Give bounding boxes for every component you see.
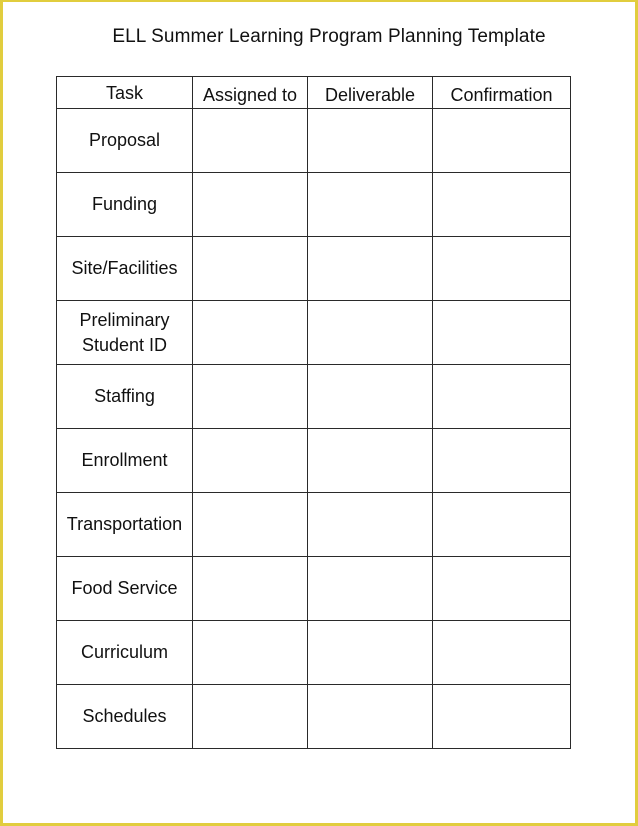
deliverable-cell[interactable]: [308, 685, 433, 749]
table-row: [57, 301, 571, 365]
confirmation-cell[interactable]: [433, 109, 571, 173]
table-row: [57, 109, 571, 173]
assigned-to-cell[interactable]: [193, 557, 308, 621]
assigned-to-cell[interactable]: [193, 237, 308, 301]
document-title: ELL Summer Learning Program Planning Template: [112, 26, 546, 47]
deliverable-cell[interactable]: [308, 493, 433, 557]
confirmation-cell[interactable]: [433, 365, 571, 429]
column-header-assigned-to: Assigned to: [193, 77, 308, 109]
column-header-deliverable: Deliverable: [308, 77, 433, 109]
confirmation-cell[interactable]: [433, 173, 571, 237]
assigned-to-cell[interactable]: [193, 685, 308, 749]
planning-table: [56, 76, 571, 749]
deliverable-cell[interactable]: [308, 429, 433, 493]
deliverable-cell[interactable]: [308, 621, 433, 685]
confirmation-cell[interactable]: [433, 493, 571, 557]
column-header-confirmation: Confirmation: [433, 77, 571, 109]
task-cell: Funding: [57, 173, 193, 237]
assigned-to-cell[interactable]: [193, 365, 308, 429]
table-row: [57, 173, 571, 237]
table-row: [57, 429, 571, 493]
confirmation-cell[interactable]: [433, 429, 571, 493]
task-cell: Preliminary Student ID: [57, 301, 193, 365]
deliverable-cell[interactable]: [308, 301, 433, 365]
assigned-to-cell[interactable]: [193, 493, 308, 557]
confirmation-cell[interactable]: [433, 237, 571, 301]
assigned-to-cell[interactable]: [193, 621, 308, 685]
task-cell: Curriculum: [57, 621, 193, 685]
deliverable-cell[interactable]: [308, 237, 433, 301]
header-row: [57, 77, 571, 109]
task-cell: Food Service: [57, 557, 193, 621]
assigned-to-cell[interactable]: [193, 301, 308, 365]
task-cell: Schedules: [57, 685, 193, 749]
table-row: [57, 685, 571, 749]
confirmation-cell[interactable]: [433, 301, 571, 365]
table-row: [57, 365, 571, 429]
assigned-to-cell[interactable]: [193, 173, 308, 237]
task-cell: Site/Facilities: [57, 237, 193, 301]
table-row: [57, 621, 571, 685]
task-cell: Staffing: [57, 365, 193, 429]
table-row: [57, 493, 571, 557]
table-row: [57, 237, 571, 301]
task-cell: Transportation: [57, 493, 193, 557]
confirmation-cell[interactable]: [433, 685, 571, 749]
assigned-to-cell[interactable]: [193, 429, 308, 493]
column-header-task: Task: [57, 77, 193, 109]
assigned-to-cell[interactable]: [193, 109, 308, 173]
deliverable-cell[interactable]: [308, 173, 433, 237]
table-row: [57, 557, 571, 621]
deliverable-cell[interactable]: [308, 365, 433, 429]
task-cell: Proposal: [57, 109, 193, 173]
deliverable-cell[interactable]: [308, 557, 433, 621]
confirmation-cell[interactable]: [433, 621, 571, 685]
task-cell: Enrollment: [57, 429, 193, 493]
confirmation-cell[interactable]: [433, 557, 571, 621]
deliverable-cell[interactable]: [308, 109, 433, 173]
